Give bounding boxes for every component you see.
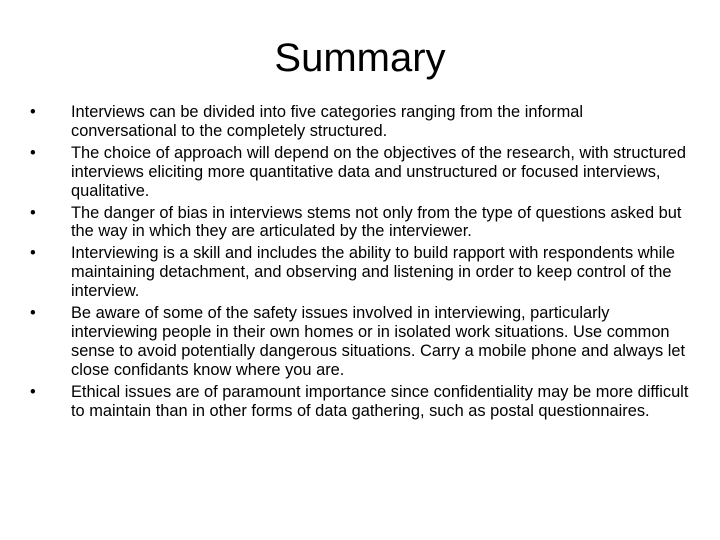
- bullet-text: Interviews can be divided into five categories ranging from the informal conversational to the completely structured.: [71, 103, 584, 140]
- bullet-item: [30, 204, 690, 242]
- bullet-text: The choice of approach will depend on the objectives of the research, with structured interviews eliciting more quantitative data and unstructured or focused interviews, qualitative.: [71, 143, 687, 200]
- bullet-text: Be aware of some of the safety issues involved in interviewing, particularly interviewing people in their own homes or in isolated work situations. Use common sense to avoid potentially dangerous situations. Carry a mobile phone and always let close confidants know where you are.: [71, 304, 686, 379]
- bullet-item: [30, 103, 690, 141]
- bullet-item: [30, 244, 690, 301]
- slide-title: Summary: [274, 36, 446, 80]
- bullet-dot-icon: •: [30, 304, 36, 323]
- bullet-text: The danger of bias in interviews stems not only from the type of questions asked but the way in which they are articulated by the interviewer.: [71, 203, 682, 241]
- bullet-dot-icon: •: [30, 382, 36, 401]
- bullet-dot-icon: •: [30, 143, 36, 162]
- bullet-item: [30, 304, 690, 380]
- bullet-dot-icon: •: [30, 203, 36, 222]
- bullet-dot-icon: •: [30, 244, 36, 263]
- bullet-item: [30, 383, 690, 421]
- bullet-list: [30, 103, 690, 424]
- bullet-text: Ethical issues are of paramount importance since confidentiality may be more difficult to maintain than in other forms of data gathering, such as postal questionnaires.: [71, 382, 689, 420]
- bullet-dot-icon: •: [30, 103, 36, 121]
- bullet-item: [30, 144, 690, 201]
- bullet-text: Interviewing is a skill and includes the ability to build rapport with respondents while maintaining detachment, and observing and listening in order to keep control of the interview.: [71, 244, 676, 301]
